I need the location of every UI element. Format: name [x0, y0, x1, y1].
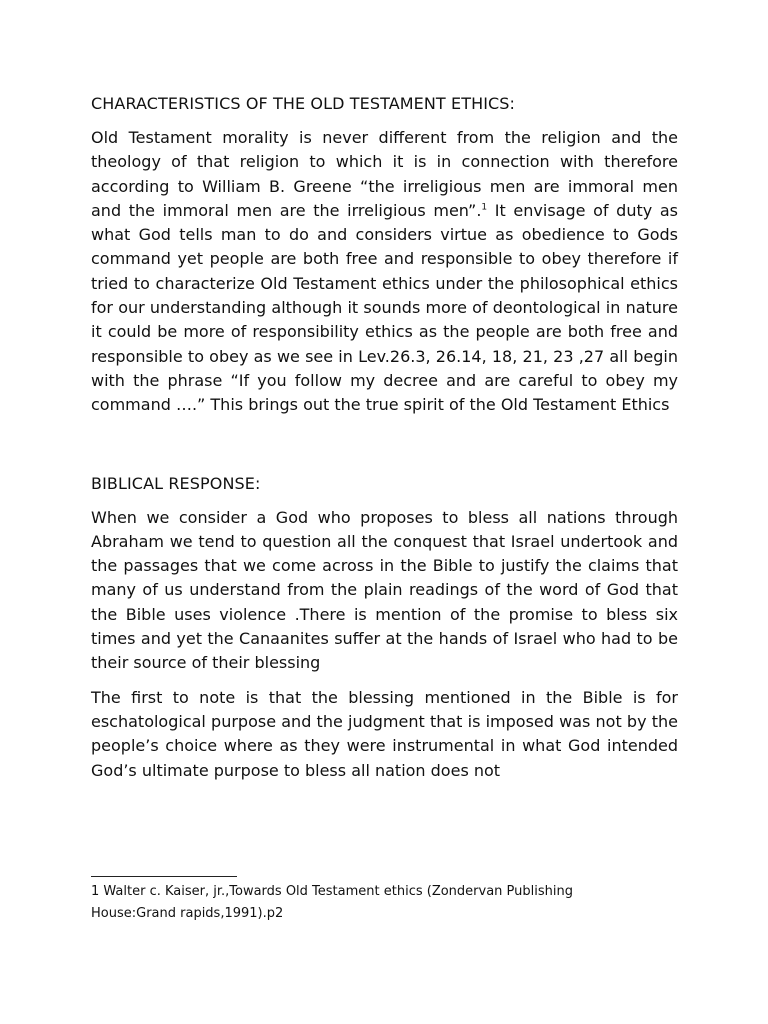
document-page	[91, 92, 678, 793]
section-heading-biblical-response: BIBLICAL RESPONSE:	[91, 473, 261, 493]
footnote-area	[91, 876, 678, 925]
footnote-reference: 1	[481, 202, 488, 213]
footnote-separator	[91, 876, 237, 877]
paragraph-characteristics	[91, 126, 678, 418]
paragraph-biblical-response-1: When we consider a God who proposes to bless all nations through Abraham we tend to question all the conquest that Israel undertook and the passages that we come across in the Bible to justify the claims that many of us understand from the plain readings of the word of God that the Bible uses violence .There is mention of the promise to bless six times and yet the Canaanites suffer at the hands of Israel who had to be their source of their blessing	[91, 507, 678, 673]
section-spacer	[91, 428, 678, 472]
footnote-line-1: 1 Walter c. Kaiser, jr.,Towards Old Testament ethics (Zondervan Publishing	[91, 884, 573, 899]
section-heading-characteristics: CHARACTERISTICS OF THE OLD TESTAMENT ETHICS:	[91, 94, 516, 113]
paragraph-text-continued: It envisage of duty as what God tells man to do and considers virtue as obedience to Gods command yet people are both free and responsible to obey therefore if tried to characterize Old Testament ethics under the philosophical ethics for our understanding although it sounds more of deontological in nature it could be more of responsibility ethics as the people are both free and responsible to obey as we see in Lev.26.3, 26.14, 18, 21, 23 ,27 all begin with the phrase “If you follow my decree and are careful to obey my command ….” This brings out the true spirit of the Old Testament Ethics	[91, 200, 678, 415]
paragraph-text: Old Testament morality is never different from the religion and the theology of that religion to which it is in connection with therefore according to William B. Greene “the irreligious men are immoral men and the immoral men are the irreligious men”.	[91, 128, 678, 220]
footnote-line-2: House:Grand rapids,1991).p2	[91, 906, 284, 921]
paragraph-biblical-response-2: The first to note is that the blessing mentioned in the Bible is for eschatological purpose and the judgment that is imposed was not by the people’s choice where as they were instrumental in what God intended God’s ultimate purpose to bless all nation does not	[91, 687, 678, 780]
